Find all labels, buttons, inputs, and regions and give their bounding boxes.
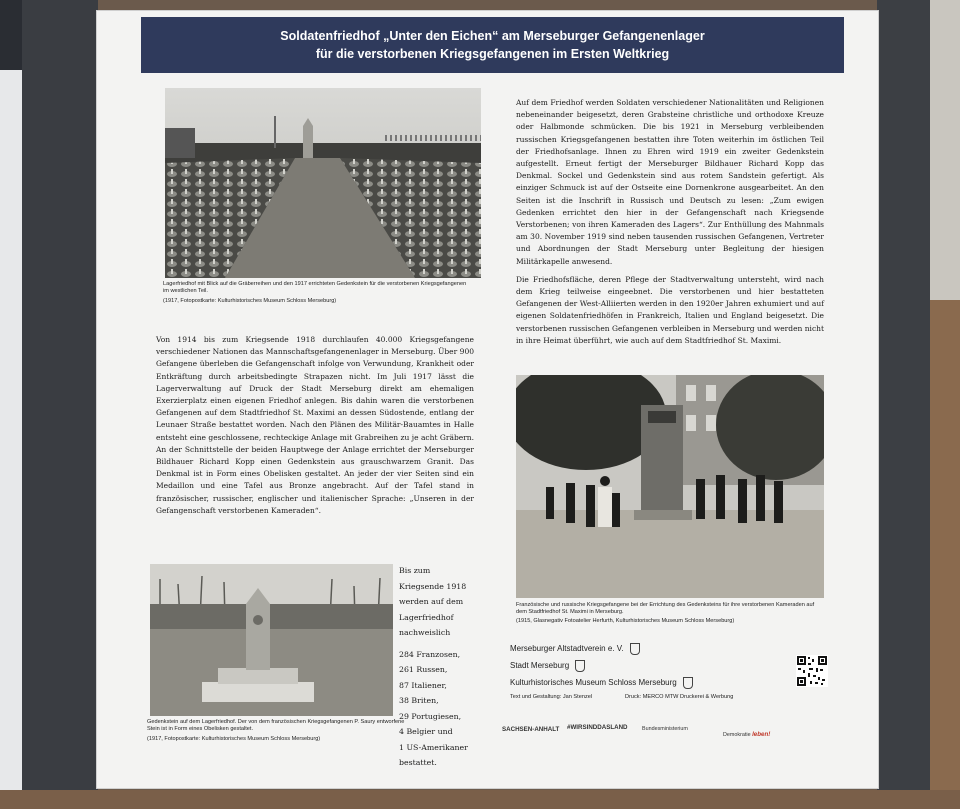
logo-text: #WIRSINDDASLAND [567,724,628,731]
logo-sachsen-anhalt [502,726,559,733]
photo-obelisk-caption [147,719,407,743]
photo-prisoners-memorial-image [516,375,824,598]
list-intro-line: werden auf dem [399,597,464,606]
caption-credit: (1915, Glasnegativ Fotoatelier Herfurth, Kulturhistorisches Museum Schloss Merseburg) [516,618,735,624]
list-intro-line: nachweislich [399,628,451,637]
caption-credit: (1917, Fotopostkarte: Kulturhistorisches Museum Schloss Merseburg) [163,298,337,304]
burial-count-list [399,563,479,771]
caption-text: Gedenkstein auf dem Lagerfriedhof. Der von dem französischen Kriegsgefangenen P. Saury entworfene Stein ist in Form eines Obelisken gestaltet. [147,719,405,732]
logo-text: Demokratie [723,732,751,738]
list-intro-line: Bis zum [399,566,431,575]
logo-demokratie-leben [723,731,770,738]
caption-credit: (1917, Fotopostkarte: Kulturhistorisches Museum Schloss Merseburg) [147,736,321,742]
partner-name: Merseburger Altstadtverein e. V. [510,644,624,654]
logo-text: leben! [752,731,771,738]
paragraph: Auf dem Friedhof werden Soldaten verschiedener Nationalitäten und Religionen nebeneinander beigesetzt, deren Grabsteine christliche und orthodoxe Kreuze oder Halbmonde schmücken. Die bis 1921 in Merseburg verbleibenden russischen Kriegsgefangenen bestatten ihre Toten weiterhin im östlichen Teil der Friedhofsanlage. Ihnen zu Ehren wird 1919 ein zweiter Gedenkstein aufgestellt. Erneut fertigt der Merseburger Bildhauer Richard Kopp das Denkmal. Sockel und Gedenkstein sind aus rotem Sandstein gefertigt. Als einziger Schmuck ist auf der Ostseite eine Dornenkrone ausgearbeitet. An den Seiten ist die Inschrift in Russisch und Deutsch zu lesen: „Zum ewigen Gedenken errichtet den hier in der Gefangenschaft nach Kriegsende Verstorbenen; von ihren Kameraden des Lagers“. Zur Enthüllung des Mahnmals am 30. November 1919 sind neben tausenden russischen Gefangenen, Vertreter und Abordnungen der Stadt Merseburg unter Begleitung der hiesigen Militärkapelle anwesend. [516,98,824,266]
list-item: 29 Portugiesen, [399,711,462,721]
paragraph: Die Friedhofsfläche, deren Pflege der Stadtverwaltung untersteht, wird nach dem Krieg teilweise eingeebnet. Die verstorbenen und hier bestatteten Gefangenen der West-Alliierten werden in den 1920er Jahren exhumiert und auf eigenen Soldatenfriedhöfen in Frankreich, Italien und England beigesetzt. Die verstorbenen russischen Gefangenen verbleiben in Merseburg und werden nicht in ihre Heimat überführt, wie auch auf dem Stadtfriedhof St. Maximi. [516,274,824,345]
list-item: 38 Briten, [399,696,439,705]
photo-prisoners-memorial-caption [516,602,824,625]
crest-icon [683,677,693,689]
partner-altstadtverein [510,643,640,655]
photo-prisoners-memorial [516,375,824,598]
logo-text: Bundesministerium [642,726,688,732]
caption-text: Französische und russische Kriegsgefangene bei der Errichtung des Gedenksteins für ihre verstorbenen Kameraden auf dem Stadtfriedhof St. Maximi in Merseburg. [516,602,815,615]
neighbor-board-panel [0,70,22,809]
title-line-2: für die verstorbenen Kriegsgefangenen im Ersten Weltkrieg [315,47,670,61]
logo-bundesministerium [642,726,688,732]
list-item: 261 Russen, [399,665,448,674]
list-item: 284 Franzosen, [399,649,461,659]
list-item: 1 US-Amerikaner [399,742,468,752]
list-intro-line: Kriegsende 1918 [399,581,467,591]
title-line-1: Soldatenfriedhof „Unter den Eichen“ am Merseburger Gefangenenlager [280,29,705,43]
caption-text: Lagerfriedhof mit Blick auf die Gräberreihen und den 1917 errichteten Gedenkstein für die verstorbenen Kriegsgefangenen im westlichen Teil. [163,281,467,294]
photo-cemetery-rows [165,88,481,278]
title-banner [141,17,844,73]
ground-strip [0,790,960,809]
logo-wirsinddasland [567,724,628,731]
board-frame-right [877,0,930,809]
crest-icon [630,643,640,655]
text-right-column [516,97,824,353]
background-fence [930,0,960,809]
crest-icon [575,660,585,672]
partner-museum [510,677,693,689]
list-item: 4 Belgier und [399,727,453,736]
photo-cemetery-rows-image [165,88,481,278]
partner-name: Stadt Merseburg [510,661,570,671]
paragraph: Von 1914 bis zum Kriegsende 1918 durchlaufen 40.000 Kriegsgefangene verschiedener Nationen das Mannschaftsgefangenenlager in Merseburg. Über 900 Gefangene überleben die Gefangenschaft infolge von Verwundung, Krankheit oder Entkräftung durch arbeitsbedingte Strapazen nicht. Im Juli 1917 lässt die Lagerverwaltung auf Druck der Stadt Merseburg direkt am ehemaligen Exerzierplatz einen eigenen Friedhof anlegen. Bis dahin waren die verstorbenen Gefangenen auf dem Stadtfriedhof St. Maximi an dessen Südostende, entlang der Leunaer Straße bestattet worden. Nach den Plänen des Militär-Bauamtes in Halle entsteht eine geschlossene, rechteckige Anlage mit Grabreihen zu je acht Gräbern. An der Schnittstelle der beiden Hauptwege der Anlage errichtet der Merseburger Bildhauer Richard Kopp einen Gedenkstein aus grauschwarzem Granit. Das Denkmal ist in Form eines Obelisken gestaltet. An jeder der vier Seiten sind ein Medaillon und eine Tafel aus Bronze angebracht. Auf der Tafel stand in französischer, russischer, englischer und italienischer Sprache: „Unseren in der Gefangenschaft verstorbenen Kameraden“. [156,335,474,515]
text-credit: Text und Gestaltung: Jan Stenzel [510,694,593,700]
list-item: bestattet. [399,758,437,767]
photo-obelisk [150,564,393,716]
logo-text: SACHSEN-ANHALT [502,726,560,733]
partner-name: Kulturhistorisches Museum Schloss Merseburg [510,678,677,688]
photo-obelisk-image [150,564,393,716]
qr-code-icon [796,655,828,687]
photo-cemetery-rows-caption [163,281,473,305]
neighbor-board-top [0,0,22,70]
list-item: 87 Italiener, [399,680,447,690]
text-left-column [156,334,474,523]
info-board [96,10,879,789]
list-intro-line: Lagerfriedhof [399,612,454,622]
partner-stadt [510,660,585,672]
print-credit: Druck: MERCO MTW Druckerei & Werbung [625,694,734,700]
